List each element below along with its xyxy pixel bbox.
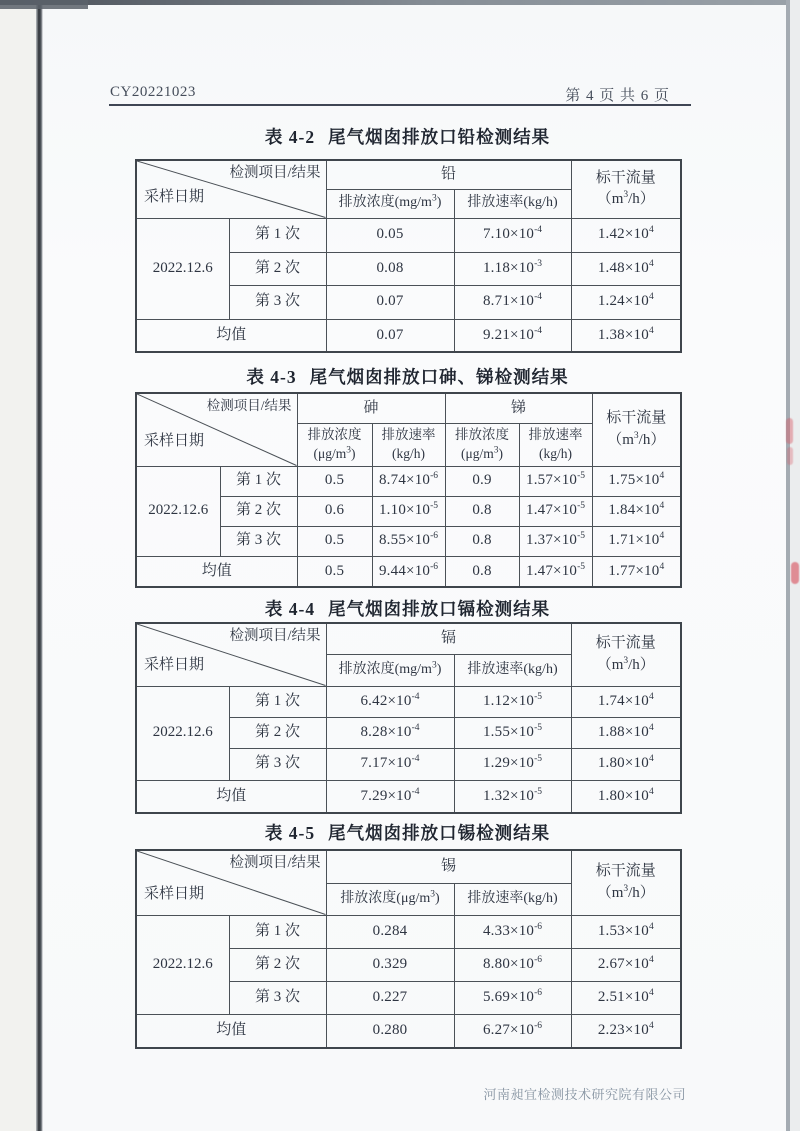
corner-top-label: 检测项目/结果 [229,855,321,871]
average-value-cell: $7.29\times 10^{-4}$ [326,780,454,813]
table-title-text: 尾气烟囱排放口锡检测结果 [328,823,551,843]
table-row [136,915,681,948]
average-value-cell: $1.77\times 10^4$ [592,556,681,587]
flow-rate-header: 标干流量 $(m^3/h)$ [571,160,681,218]
value-cell: 0.05 [326,218,454,252]
value-cell: $1.37\times 10^{-5}$ [519,526,592,556]
analyte-group-header: 锡 [326,850,571,883]
table-4-3 [135,392,680,588]
sub-column-header: 排放浓度 $(\mu g/m^3)$ [445,423,519,466]
value-cell: $5.69\times 10^{-6}$ [454,981,571,1014]
value-cell: $8.55\times 10^{-6}$ [372,526,445,556]
value-cell: 0.6 [297,496,372,526]
table-4-2-title [135,124,680,149]
average-row [136,1014,681,1048]
table-4-4-title [135,596,680,621]
corner-bottom-label: 采样日期 [144,886,205,902]
table-row [136,686,681,717]
table-title-label: 表 4-2 [264,127,316,147]
flow-rate-header: 标干流量 $(m^3/h)$ [571,850,681,915]
table-row [136,466,681,496]
value-cell: $1.12\times 10^{-5}$ [454,686,571,717]
value-cell: $8.28\times 10^{-4}$ [326,717,454,748]
measure-label: 第 2 次 [229,252,326,285]
sub-column-header: 排放速率 (kg/h) [372,423,445,466]
value-cell: 0.8 [445,526,519,556]
sub-column-header: 排放浓度$(\mu g/m^3)$ [326,883,454,915]
red-stamp-mark [791,562,799,584]
measure-label: 第 2 次 [229,948,326,981]
value-cell: 0.5 [297,466,372,496]
table-4-4 [135,622,680,814]
red-stamp-mark [787,447,793,465]
value-cell: $1.55\times 10^{-5}$ [454,717,571,748]
table-4-5-title [135,820,680,845]
value-cell: 0.9 [445,466,519,496]
value-cell: 0.08 [326,252,454,285]
value-cell: $1.53\times 10^4$ [571,915,681,948]
table-4-3-title [135,364,680,389]
corner-cell [136,623,326,686]
results-table-4-5 [135,849,682,1049]
results-table-4-2 [135,159,682,353]
sample-date: 2022.12.6 [136,466,220,556]
value-cell: $1.88\times 10^4$ [571,717,681,748]
flow-rate-header: 标干流量 $(m^3/h)$ [571,623,681,686]
average-value-cell: $1.47\times 10^{-5}$ [519,556,592,587]
average-value-cell: $1.32\times 10^{-5}$ [454,780,571,813]
value-cell: $1.42\times 10^4$ [571,218,681,252]
average-value-cell: $9.21\times 10^{-4}$ [454,319,571,352]
value-cell: $1.48\times 10^4$ [571,252,681,285]
corner-cell [136,393,297,466]
table-4-2 [135,159,680,353]
value-cell: $6.42\times 10^{-4}$ [326,686,454,717]
value-cell: $1.80\times 10^4$ [571,748,681,780]
measure-label: 第 2 次 [220,496,297,526]
table-title-text: 尾气烟囱排放口镉检测结果 [328,599,551,619]
value-cell: $2.51\times 10^4$ [571,981,681,1014]
table-title-label: 表 4-4 [264,599,316,619]
scan-left-paper-edge [0,0,36,1131]
table-header-row-1 [136,623,681,654]
table-title-text: 尾气烟囱排放口砷、锑检测结果 [309,367,569,387]
value-cell: $2.67\times 10^4$ [571,948,681,981]
analyte-group-header: 镉 [326,623,571,654]
table-header-row-1 [136,393,681,423]
value-cell: 0.5 [297,526,372,556]
average-value-cell: 0.5 [297,556,372,587]
value-cell: $1.75\times 10^4$ [592,466,681,496]
value-cell: 0.329 [326,948,454,981]
average-row [136,556,681,587]
measure-label: 第 1 次 [229,915,326,948]
average-label: 均值 [136,319,326,352]
sample-date: 2022.12.6 [136,686,229,780]
value-cell: $1.24\times 10^4$ [571,285,681,319]
average-row [136,780,681,813]
report-number: CY20221023 [110,84,196,100]
analyte-group-header: 砷 [297,393,445,423]
scan-top-left-corner [0,0,88,9]
average-row [136,319,681,352]
corner-top-label: 检测项目/结果 [229,165,321,181]
flow-rate-header: 标干流量 $(m^3/h)$ [592,393,681,466]
value-cell: $1.57\times 10^{-5}$ [519,466,592,496]
corner-bottom-label: 采样日期 [144,189,205,205]
measure-label: 第 1 次 [229,218,326,252]
value-cell: $8.80\times 10^{-6}$ [454,948,571,981]
corner-top-label: 检测项目/结果 [229,628,321,644]
sub-column-header: 排放速率(kg/h) [454,189,571,218]
value-cell: 0.07 [326,285,454,319]
value-cell: $1.18\times 10^{-3}$ [454,252,571,285]
measure-label: 第 1 次 [220,466,297,496]
analyte-group-header: 铅 [326,160,571,189]
value-cell: $1.47\times 10^{-5}$ [519,496,592,526]
value-cell: $7.10\times 10^{-4}$ [454,218,571,252]
average-value-cell: 0.280 [326,1014,454,1048]
average-value-cell: $1.80\times 10^4$ [571,780,681,813]
sample-date: 2022.12.6 [136,915,229,1014]
value-cell: 0.8 [445,496,519,526]
average-value-cell: $2.23\times 10^4$ [571,1014,681,1048]
average-value-cell: 0.8 [445,556,519,587]
corner-top-label: 检测项目/结果 [206,398,292,413]
value-cell: $1.71\times 10^4$ [592,526,681,556]
analyte-group-header: 锑 [445,393,592,423]
value-cell: $8.74\times 10^{-6}$ [372,466,445,496]
red-stamp-mark [786,418,793,444]
corner-cell [136,160,326,218]
value-cell: $1.10\times 10^{-5}$ [372,496,445,526]
average-value-cell: $9.44\times 10^{-6}$ [372,556,445,587]
value-cell: $1.84\times 10^4$ [592,496,681,526]
measure-label: 第 1 次 [229,686,326,717]
average-label: 均值 [136,556,297,587]
value-cell: $1.29\times 10^{-5}$ [454,748,571,780]
results-table-4-3 [135,392,682,588]
table-title-text: 尾气烟囱排放口铅检测结果 [328,127,551,147]
sub-column-header: 排放浓度$(mg/m^3)$ [326,654,454,686]
sample-date: 2022.12.6 [136,218,229,319]
corner-cell [136,850,326,915]
page-indicator: 第 4 页 共 6 页 [565,88,670,104]
table-row [136,218,681,252]
measure-label: 第 3 次 [229,981,326,1014]
table-header-row-1 [136,850,681,883]
sub-column-header: 排放浓度$(mg/m^3)$ [326,189,454,218]
scan-left-fold-line [36,0,43,1131]
table-header-row-1 [136,160,681,189]
value-cell: 0.227 [326,981,454,1014]
value-cell: $1.74\times 10^4$ [571,686,681,717]
page-footer [483,1084,686,1103]
results-table-4-4 [135,622,682,814]
measure-label: 第 3 次 [229,285,326,319]
measure-label: 第 2 次 [229,717,326,748]
value-cell: $8.71\times 10^{-4}$ [454,285,571,319]
corner-bottom-label: 采样日期 [144,657,205,673]
sub-column-header: 排放速率(kg/h) [454,883,571,915]
sub-column-header: 排放浓度 $(\mu g/m^3)$ [297,423,372,466]
average-value-cell: $1.38\times 10^4$ [571,319,681,352]
page-header [110,84,672,104]
company-name: 河南昶宜检测技术研究院有限公司 [483,1087,686,1102]
scan-top-edge [0,0,800,5]
measure-label: 第 3 次 [220,526,297,556]
average-value-cell: 0.07 [326,319,454,352]
average-label: 均值 [136,780,326,813]
corner-bottom-label: 采样日期 [144,433,205,449]
measure-label: 第 3 次 [229,748,326,780]
sub-column-header: 排放速率 (kg/h) [519,423,592,466]
value-cell: $7.17\times 10^{-4}$ [326,748,454,780]
table-title-label: 表 4-3 [246,367,297,387]
average-label: 均值 [136,1014,326,1048]
value-cell: 0.284 [326,915,454,948]
average-value-cell: $6.27\times 10^{-6}$ [454,1014,571,1048]
table-4-5 [135,849,680,1049]
header-rule [109,104,691,106]
value-cell: $4.33\times 10^{-6}$ [454,915,571,948]
table-title-label: 表 4-5 [264,823,316,843]
sub-column-header: 排放速率(kg/h) [454,654,571,686]
